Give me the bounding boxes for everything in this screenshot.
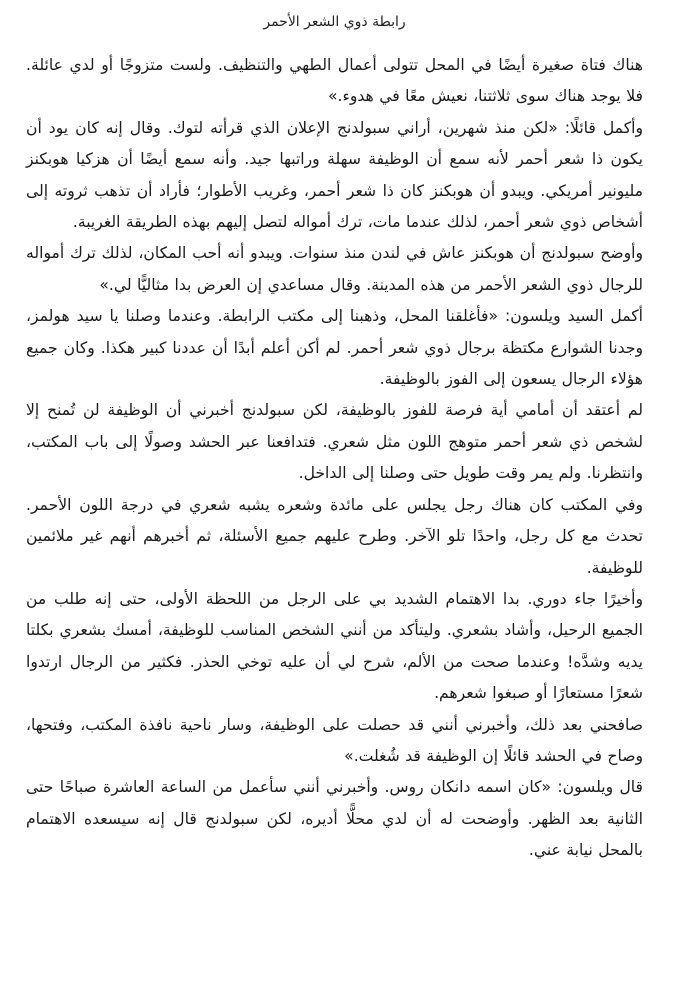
- paragraph: وأوضح سبولدنج أن هوبكنز عاش في لندن منذ سنوات. ويبدو أنه أحب المكان، لذلك ترك أمواله للرجال ذوي الشعر الأحمر من هذه المدينة. وقال مساعدي إن العرض بدا مثاليًّا لي.»: [26, 244, 643, 294]
- paragraph: قال ويلسون: «كان اسمه دانكان روس. وأخبرني أنني سأعمل من الساعة العاشرة صباحًا حتى الثانية بعد الظهر. وأوضحت له أن لدي محلًّا أديره، لكن سبولدنج قال إنه سيسعده الاهتمام بالمحل نيابة عني.: [26, 778, 643, 860]
- paragraph: وأخيرًا جاء دوري. بدا الاهتمام الشديد بي على الرجل من اللحظة الأولى، حتى إنه طلب من الجميع الرحيل، وأشاد بشعري. وليتأكد من أنني الشخص المناسب للوظيفة، أمسك بشعري بكلتا يديه وشدَّه! وعندما صحت من الألم، شرح لي أن عليه توخي الحذر. فكثير من الرجال ارتدوا شعرًا مستعارًا أو صبغوا شعرهم.: [26, 589, 643, 703]
- paragraph: أكمل السيد ويلسون: «فأغلقنا المحل، وذهبنا إلى مكتب الرابطة. وعندما وصلنا يا سيد هولمز، وجدنا الشوارع مكتظة برجال ذوي شعر أحمر. لم أكن أعلم أبدًا أن عددنا كبير هكذا. وكان جميع هؤلاء الرجال يسعون إلى الفوز بالوظيفة.: [26, 307, 643, 389]
- paragraph: وفي المكتب كان هناك رجل يجلس على مائدة وشعره يشبه شعري في درجة اللون الأحمر. تحدث مع كل رجل، واحدًا تلو الآخر. وطرح عليهم جميع الأسئلة، ثم أخبرهم أنهم غير ملائمين للوظيفة.: [26, 495, 643, 577]
- paragraph: هناك فتاة صغيرة أيضًا في المحل تتولى أعمال الطهي والتنظيف. ولست متزوجًا أو لدي عائلة. فلا يوجد هناك سوى ثلاثتنا، نعيش معًا في هدوء.»: [26, 56, 643, 106]
- running-header: رابطة ذوي الشعر الأحمر: [263, 14, 406, 30]
- paragraph: صافحني بعد ذلك، وأخبرني أنني قد حصلت على الوظيفة، وسار ناحية نافذة المكتب، وفتحها، وصاح في الحشد قائلًا إن الوظيفة قد شُغلت.»: [26, 715, 643, 765]
- paragraph: لم أعتقد أن أمامي أية فرصة للفوز بالوظيفة، لكن سبولدنج أخبرني أن الوظيفة لن تُمنح إلا لشخص ذي شعر أحمر متوهج اللون مثل شعري. فتدافعنا عبر الحشد وصولًا إلى باب المكتب، وانتظرنا. ولم يمر وقت طويل حتى وصلنا إلى الداخل.: [26, 401, 643, 483]
- paragraph: وأكمل قائلًا: «لكن منذ شهرين، أراني سبولدنج الإعلان الذي قرأته لتوك. وقال إنه كان يود أن يكون ذا شعر أحمر لأنه سمع أن الوظيفة سهلة وراتبها جيد. وأنه سمع أيضًا أن هزكيا هوبكنز مليونير أمريكي. ويبدو أن هوبكنز كان ذا شعر أحمر، وغريب الأطوار؛ فأراد أن تذهب ثروته إلى أشخاص ذوي شعر أحمر، لذلك عندما مات، ترك أمواله لتصل إليهم بهذه الطريقة الغريبة.: [26, 118, 643, 232]
- body-text: [26, 50, 643, 867]
